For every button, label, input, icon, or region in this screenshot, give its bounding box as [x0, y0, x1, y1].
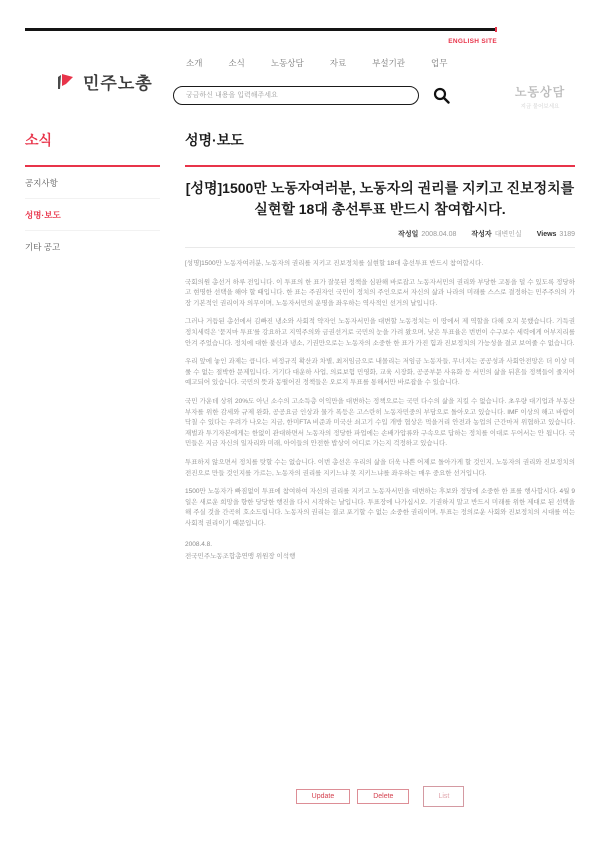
top-black-bar — [25, 28, 497, 31]
article-paragraph: [성명]1500만 노동자여러분, 노동자의 권리를 지키고 진보정치를 실현할 18대 총선투표 반드시 참여합시다. — [185, 260, 484, 267]
update-button[interactable]: Update — [296, 789, 351, 804]
article-date-line: 2008.4.8. — [185, 541, 213, 549]
meta-author-label: 작성자 — [471, 231, 492, 238]
kctu-flag-icon — [54, 70, 78, 94]
search-input[interactable] — [184, 91, 408, 100]
meta-views-label: Views — [536, 231, 557, 238]
counsel-subtitle: 지금 물어보세요 — [520, 104, 560, 110]
nav-item-affiliates[interactable]: 부설기관 — [372, 58, 406, 68]
top-red-tick — [495, 27, 497, 32]
nav-item-news[interactable]: 소식 — [228, 58, 245, 68]
article-meta — [185, 229, 575, 239]
nav-item-resources[interactable]: 자료 — [329, 58, 347, 68]
english-site-link[interactable]: ENGLISH SITE — [448, 38, 497, 45]
search-bar — [173, 86, 419, 105]
search-icon[interactable] — [433, 87, 450, 104]
meta-date: 2008.04.08 — [421, 231, 457, 238]
article-body — [185, 259, 575, 529]
list-button[interactable]: List — [423, 786, 464, 807]
article-title: [성명]1500만 노동자여러분, 노동자의 권리를 지키고 진보정치를 실현할 18대 총선투표 반드시 참여합시다. — [185, 180, 575, 217]
article-paragraph: 국회의원 총선거 하루 전입니다. 이 투표의 한 표가 잘못된 정책을 심판해 바로잡고 노동자서민의 권리와 부당한 고통을 덜 수 있도록 정당하고 현명한 선택을 해야 할 때입니다. 한 표는 주권자인 국민이 정치의 주인으로서 자신의 삶과 나라의 미래를 스스로 결정하는 민주주의의 가장 기본적인 권리이자 의무이며, 노동자서민의 운명을 좌우하는 역사적인 선거의 날입니다. — [185, 278, 575, 307]
article-paragraph: 우리 앞에 놓인 과제는 큽니다. 비정규직 확산과 차별, 최저임금으로 내몰리는 저임금 노동자들, 무너지는 공공성과 사회안전망은 더 이상 미룰 수 없는 절박한 문제입니다. 거기다 대운하 사업, 의료보험 민영화, 교육 시장화, 공공부문 사유화 등 서민의 삶을 뒤흔들 정책들이 줄지어 예고되어 있습니다. 국민의 뜻과 동떨어진 정책들은 오로지 투표를 통해서만 바로잡을 수 있습니다. — [185, 358, 575, 387]
main-content — [185, 130, 575, 562]
meta-author: 대변인실 — [494, 231, 522, 238]
logo-text: 민주노총 — [83, 74, 153, 93]
nav-item-counsel[interactable]: 노동상담 — [270, 58, 304, 68]
sidebar-item-notice[interactable]: 공지사항 — [25, 167, 160, 199]
meta-date-label: 작성일 — [398, 231, 419, 238]
meta-divider — [185, 247, 575, 248]
action-button-row — [185, 786, 575, 807]
sidebar-item-statements[interactable]: 성명·보도 — [25, 199, 160, 231]
site-logo[interactable] — [54, 69, 153, 94]
nav-item-work[interactable]: 업무 — [431, 58, 448, 68]
sidebar-item-etc[interactable]: 기타 공고 — [25, 242, 61, 252]
article-paragraph: 투표하지 않으면서 정치를 탓할 수는 없습니다. 이번 총선은 우리의 삶을 더욱 나쁜 어제로 돌아가게 할 것인지, 노동자의 권리와 진보정치의 전진으로 만들 것인지를 가르는, 노동자의 권리를 지키느냐 못 지키느냐를 좌우하는 매우 중요한 선거입니다. — [185, 458, 575, 477]
sidebar-title: 소식 — [25, 130, 160, 167]
article-paragraph: 국민 가운데 상위 20%도 아닌 소수의 고소득층 이익만을 대변하는 정책으로는 국민 다수의 삶을 지킬 수 없습니다. 초우량 대기업과 부동산 부자를 위한 감세와 규제 완화, 공공요금 인상과 물가 폭등은 고스란히 노동자민중의 부담으로 돌아오고 있습니다. IMF 이상의 해고 바람이 닥칠 수 있다는 우려가 나오는 지금, 한미FTA 비준과 미국산 쇠고기 수입 개방 협상은 먹을거리 안전과 농업의 근간마저 위협하고 있습니다. 재벌과 투기자본에게는 한없이 관대하면서 노동자의 정당한 파업에는 손배가압류와 구속으로 답하는 정치를 이대로 두어서는 안 됩니다. 국민들은 지금 자신의 일자리와 미래, 아이들의 안전한 밥상이 어디로 가는지 걱정하고 있습니다. — [185, 397, 575, 448]
article-paragraph: 1500만 노동자가 빠짐없이 투표에 참여하여 자신의 권리를 지키고 노동자서민을 대변하는 후보와 정당에 소중한 한 표를 행사합시다. 4월 9일은 새로운 희망을 향한 당당한 행진을 다시 시작하는 날입니다. 투표장에 나가십시오. 기권하지 말고 반드시 미래를 위한 제대로 된 선택을 해 주실 것을 간곡히 호소드립니다. 노동자의 권리는 결코 포기할 수 없는 소중한 권리이며, 투표는 정의로운 사회와 진보정치의 시대를 여는 사회적 권리이기 때문입니다. — [185, 488, 575, 527]
main-nav — [186, 57, 447, 69]
delete-button[interactable]: Delete — [357, 789, 409, 804]
counsel-title: 노동상담 — [514, 85, 566, 99]
nav-item-about[interactable]: 소개 — [186, 58, 203, 68]
sidebar — [25, 130, 160, 262]
article-signature: 전국민주노동조합총연맹 위원장 이석행 — [185, 552, 296, 560]
meta-views: 3189 — [559, 231, 575, 238]
labor-counsel-widget[interactable] — [503, 83, 577, 110]
article-paragraph: 그러나 거듭된 총선에서 김빠진 냉소와 사회적 약자인 노동자서민을 대변할 노동정치는 이 땅에서 제 역할을 다해 오지 못했습니다. 기득권 정치세력은 '묻지마 투표'를 강요하고 지역주의와 금권선거로 국민의 눈을 가려 왔으며, 낮은 투표율은 번번이 수구보수 세력에게 어부지리를 안겨 주었습니다. 정치에 대한 불신과 냉소, 기권만으로는 노동자의 소중한 한 표가 가진 힘과 진보정치의 가능성을 결코 보여줄 수 없습니다. — [185, 318, 575, 347]
section-title: 성명·보도 — [185, 130, 575, 167]
